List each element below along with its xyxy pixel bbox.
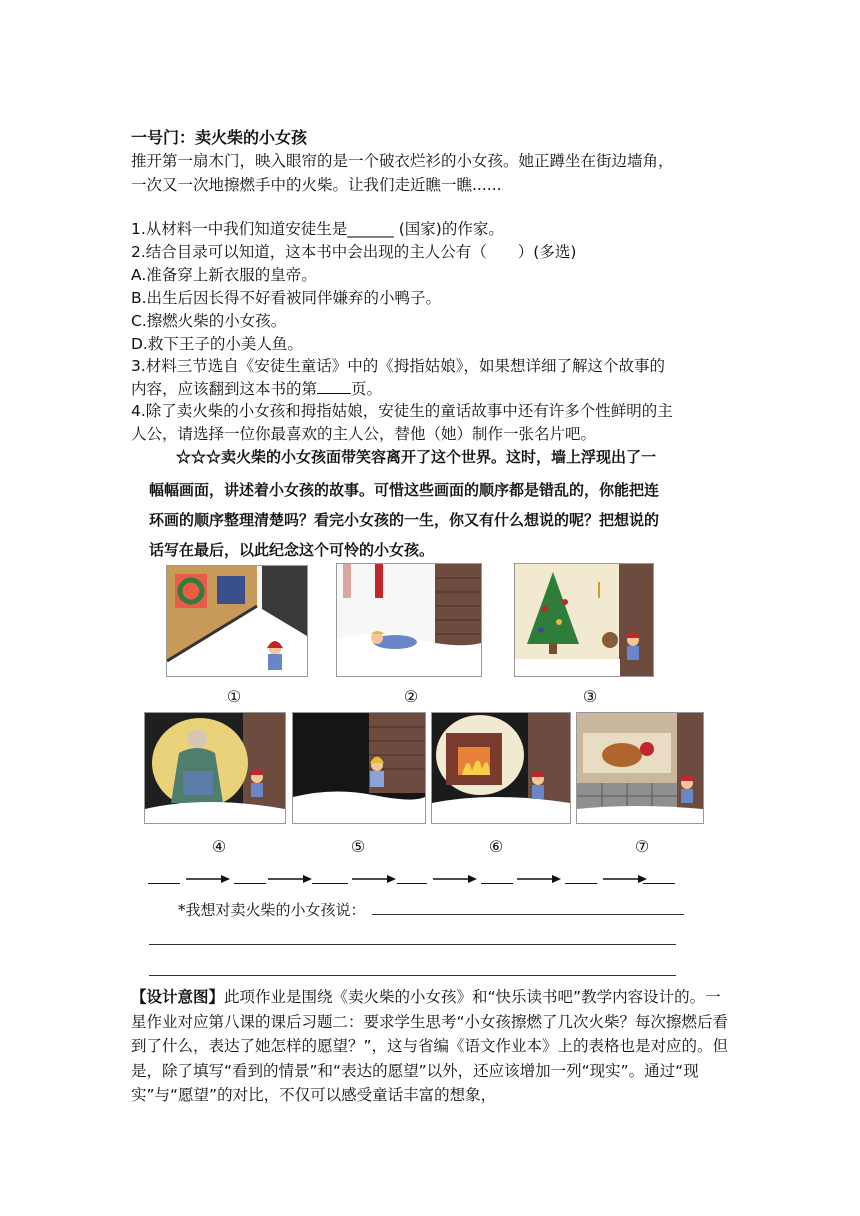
question-1-blank[interactable]: ______ [347, 220, 394, 238]
message-line-3[interactable] [149, 975, 676, 976]
intro-line-1: 推开第一扇木门，映入眼帘的是一个破衣烂衫的小女孩。她正蹲坐在街边墙角， [131, 152, 674, 170]
message-prompt: *我想对卖火柴的小女孩说： [178, 901, 366, 919]
message-line-1[interactable] [372, 914, 684, 915]
arrow-right-icon [433, 872, 477, 886]
task-line-2: 幅幅画面，讲述着小女孩的故事。可惜这些画面的顺序都是错乱的，你能把连 [149, 481, 660, 499]
picture-label-3: ③ [582, 687, 598, 706]
picture-label-4: ④ [211, 837, 227, 856]
message-line-2[interactable] [149, 944, 676, 945]
question-4-line-1: 4.除了卖火柴的小女孩和拇指姑娘，安徒生的童话故事中还有许多个性鲜明的主 [131, 402, 673, 420]
task-line-4: 话写在最后，以此纪念这个可怜的小女孩。 [149, 541, 435, 559]
arrow-right-icon [186, 872, 230, 886]
option-d[interactable]: D.救下王子的小美人鱼。 [131, 335, 303, 353]
christmas-tree-illustration [515, 564, 653, 676]
arrow-right-icon [352, 872, 396, 886]
question-3-suffix: 页。 [351, 380, 383, 398]
sequence-blank-5[interactable] [481, 883, 513, 884]
question-3-line-1: 3.材料三节选自《安徒生童话》中的《拇指姑娘》，如果想详细了解这个故事的 [131, 357, 666, 375]
arrow-right-icon [517, 872, 561, 886]
question-4-line-2: 人公，请选择一位你最喜欢的主人公，替他（她）制作一张名片吧。 [131, 425, 597, 443]
arrow-right-icon [268, 872, 312, 886]
question-3-line-2 [131, 378, 382, 400]
sequence-blank-7[interactable] [643, 883, 675, 884]
grandmother-illustration [145, 713, 285, 823]
page-number-blank[interactable] [317, 393, 351, 394]
question-1-prefix: 1.从材料一中我们知道安徒生是 [131, 220, 348, 238]
fallen-girl-illustration [337, 564, 481, 676]
sequence-blank-3[interactable] [312, 883, 348, 884]
intro-line-2: 一次又一次地擦燃手中的火柴。让我们走近瞧一瞧...... [131, 176, 502, 194]
design-intent-text: 此项作业是围绕《卖火柴的小女孩》和“快乐读书吧”教学内容设计的。一星作业对应第八课的课后习题二：要求学生思考“小女孩擦燃了几次火柴？每次擦燃后看到了什么，表达了她怎样的愿望？”，这与省编《语文作业本》上的表格也是对应的。但是，除了填写“看到的情景”和“表达的愿望”以外，还应该增加一列“现实”。通过“现实”与“愿望”的对比，不仅可以感受童话丰富的想象， [131, 988, 729, 1104]
option-b[interactable]: B.出生后因长得不好看被同伴嫌弃的小鸭子。 [131, 289, 442, 307]
picture-7 [576, 712, 704, 824]
question-2: 2.结合目录可以知道，这本书中会出现的主人公有（ ）(多选) [131, 243, 577, 261]
design-intent-heading: 【设计意图】 [131, 988, 225, 1006]
option-c[interactable]: C.擦燃火柴的小女孩。 [131, 312, 287, 330]
fireplace-illustration [432, 713, 570, 823]
option-a[interactable]: A.准备穿上新衣服的皇帝。 [131, 266, 317, 284]
picture-1 [166, 565, 308, 677]
sequence-blank-6[interactable] [565, 883, 597, 884]
task-line-1: ☆☆☆卖火柴的小女孩面带笑容离开了这个世界。这时，墙上浮现出了一 [176, 448, 657, 466]
picture-label-6: ⑥ [488, 837, 504, 856]
question-3-prefix: 内容，应该翻到这本书的第 [131, 380, 318, 398]
sequence-blank-2[interactable] [234, 883, 266, 884]
picture-3 [514, 563, 654, 677]
task-line-3: 环画的顺序整理清楚吗？看完小女孩的一生，你又有什么想说的呢？把想说的 [149, 511, 660, 529]
sitting-girl-illustration [293, 713, 425, 823]
picture-label-7: ⑦ [634, 837, 650, 856]
street-scene-illustration [167, 566, 307, 676]
picture-5 [292, 712, 426, 824]
picture-4 [144, 712, 286, 824]
picture-label-5: ⑤ [350, 837, 366, 856]
sequence-blank-1[interactable] [148, 883, 180, 884]
question-1-suffix: (国家)的作家。 [393, 220, 504, 238]
picture-label-2: ② [403, 687, 419, 706]
roast-goose-illustration [577, 713, 703, 823]
design-intent [131, 985, 736, 1108]
section-title: 一号门：卖火柴的小女孩 [131, 128, 308, 147]
picture-6 [431, 712, 571, 824]
sequence-blank-4[interactable] [397, 883, 427, 884]
question-1 [131, 218, 504, 240]
picture-2 [336, 563, 482, 677]
arrow-right-icon [603, 872, 647, 886]
picture-label-1: ① [226, 687, 242, 706]
